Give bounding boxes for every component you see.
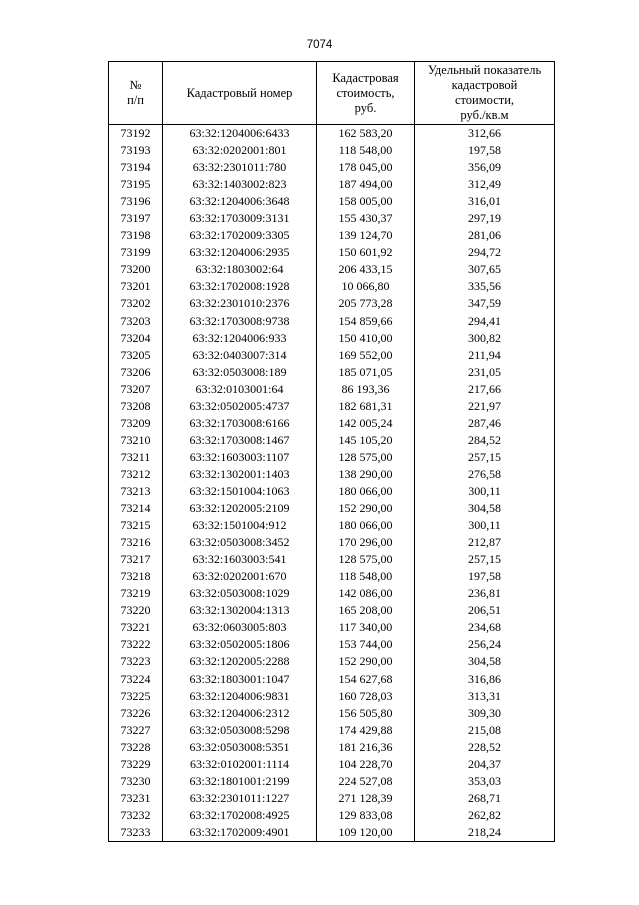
cell-row-number: 73209 [109, 415, 163, 432]
cell-cadastral-number: 63:32:0103001:64 [163, 381, 317, 398]
cell-cadastral-number: 63:32:1501004:1063 [163, 483, 317, 500]
cell-specific-value: 313,31 [415, 688, 555, 705]
cell-specific-value: 234,68 [415, 619, 555, 636]
cell-specific-value: 256,24 [415, 636, 555, 653]
cell-cadastral-value: 142 005,24 [317, 415, 415, 432]
table-row [109, 483, 555, 500]
cell-row-number: 73199 [109, 244, 163, 261]
cell-specific-value: 300,11 [415, 517, 555, 534]
cell-cadastral-value: 152 290,00 [317, 500, 415, 517]
cell-specific-value: 316,01 [415, 193, 555, 210]
cell-row-number: 73198 [109, 227, 163, 244]
table-row [109, 790, 555, 807]
cell-cadastral-value: 182 681,31 [317, 398, 415, 415]
cell-row-number: 73215 [109, 517, 163, 534]
cell-cadastral-value: 145 105,20 [317, 432, 415, 449]
cell-row-number: 73192 [109, 125, 163, 143]
table-row [109, 313, 555, 330]
table-row [109, 142, 555, 159]
table-row [109, 602, 555, 619]
cell-cadastral-value: 153 744,00 [317, 636, 415, 653]
table-row [109, 210, 555, 227]
cell-specific-value: 197,58 [415, 142, 555, 159]
cell-cadastral-value: 224 527,08 [317, 773, 415, 790]
cell-specific-value: 309,30 [415, 705, 555, 722]
cell-row-number: 73220 [109, 602, 163, 619]
cell-row-number: 73194 [109, 159, 163, 176]
cell-cadastral-value: 86 193,36 [317, 381, 415, 398]
table-row [109, 705, 555, 722]
cell-row-number: 73224 [109, 671, 163, 688]
table-row [109, 824, 555, 842]
table-row [109, 244, 555, 261]
cell-row-number: 73201 [109, 278, 163, 295]
table-row [109, 517, 555, 534]
cell-cadastral-value: 170 296,00 [317, 534, 415, 551]
table-row [109, 568, 555, 585]
cell-cadastral-value: 271 128,39 [317, 790, 415, 807]
cell-cadastral-value: 187 494,00 [317, 176, 415, 193]
cell-row-number: 73200 [109, 261, 163, 278]
cell-specific-value: 211,94 [415, 347, 555, 364]
cell-cadastral-number: 63:32:2301010:2376 [163, 295, 317, 312]
table-row [109, 534, 555, 551]
cell-row-number: 73230 [109, 773, 163, 790]
table-body [109, 125, 555, 842]
cell-cadastral-number: 63:32:1702008:4925 [163, 807, 317, 824]
cell-specific-value: 312,66 [415, 125, 555, 143]
cell-row-number: 73222 [109, 636, 163, 653]
cell-cadastral-number: 63:32:1204006:6433 [163, 125, 317, 143]
cell-cadastral-value: 129 833,08 [317, 807, 415, 824]
cell-cadastral-value: 152 290,00 [317, 653, 415, 670]
cell-cadastral-number: 63:32:1204006:9831 [163, 688, 317, 705]
cell-cadastral-number: 63:32:1501004:912 [163, 517, 317, 534]
cell-cadastral-value: 155 430,37 [317, 210, 415, 227]
header-row [109, 62, 555, 125]
table-row [109, 722, 555, 739]
cadastral-value-table [108, 61, 555, 842]
cell-cadastral-number: 63:32:2301011:1227 [163, 790, 317, 807]
cell-specific-value: 353,03 [415, 773, 555, 790]
cell-cadastral-number: 63:32:0202001:670 [163, 568, 317, 585]
cell-cadastral-value: 156 505,80 [317, 705, 415, 722]
cell-cadastral-value: 158 005,00 [317, 193, 415, 210]
table-row [109, 756, 555, 773]
cell-specific-value: 221,97 [415, 398, 555, 415]
cell-cadastral-value: 162 583,20 [317, 125, 415, 143]
cell-row-number: 73217 [109, 551, 163, 568]
cell-row-number: 73227 [109, 722, 163, 739]
table-row [109, 261, 555, 278]
cell-cadastral-value: 169 552,00 [317, 347, 415, 364]
table-row [109, 653, 555, 670]
cell-cadastral-number: 63:32:0503008:1029 [163, 585, 317, 602]
cell-cadastral-value: 142 086,00 [317, 585, 415, 602]
cell-cadastral-number: 63:32:1603003:1107 [163, 449, 317, 466]
cell-row-number: 73207 [109, 381, 163, 398]
cell-cadastral-value: 205 773,28 [317, 295, 415, 312]
table-row [109, 347, 555, 364]
cell-specific-value: 276,58 [415, 466, 555, 483]
cell-cadastral-number: 63:32:1803001:1047 [163, 671, 317, 688]
cell-specific-value: 268,71 [415, 790, 555, 807]
cell-row-number: 73205 [109, 347, 163, 364]
table-row [109, 278, 555, 295]
cell-row-number: 73197 [109, 210, 163, 227]
cell-cadastral-number: 63:32:1703008:1467 [163, 432, 317, 449]
cell-row-number: 73204 [109, 330, 163, 347]
cell-row-number: 73221 [109, 619, 163, 636]
cell-cadastral-number: 63:32:1204006:2935 [163, 244, 317, 261]
cell-cadastral-number: 63:32:0102001:1114 [163, 756, 317, 773]
cell-cadastral-number: 63:32:0603005:803 [163, 619, 317, 636]
cell-cadastral-value: 180 066,00 [317, 517, 415, 534]
cell-cadastral-value: 160 728,03 [317, 688, 415, 705]
cell-cadastral-number: 63:32:1202005:2288 [163, 653, 317, 670]
cell-cadastral-number: 63:32:1702008:1928 [163, 278, 317, 295]
cell-specific-value: 347,59 [415, 295, 555, 312]
cell-specific-value: 262,82 [415, 807, 555, 824]
cell-cadastral-number: 63:32:1803002:64 [163, 261, 317, 278]
cell-cadastral-number: 63:32:1703009:3131 [163, 210, 317, 227]
cell-cadastral-number: 63:32:0503008:189 [163, 364, 317, 381]
cell-cadastral-number: 63:32:1204006:3648 [163, 193, 317, 210]
cell-cadastral-value: 117 340,00 [317, 619, 415, 636]
cell-specific-value: 300,82 [415, 330, 555, 347]
cell-cadastral-value: 178 045,00 [317, 159, 415, 176]
cell-specific-value: 228,52 [415, 739, 555, 756]
table-row [109, 125, 555, 143]
cell-cadastral-number: 63:32:1702009:4901 [163, 824, 317, 842]
cell-cadastral-number: 63:32:0403007:314 [163, 347, 317, 364]
cell-specific-value: 304,58 [415, 500, 555, 517]
cell-cadastral-number: 63:32:1702009:3305 [163, 227, 317, 244]
cell-cadastral-value: 138 290,00 [317, 466, 415, 483]
cell-cadastral-value: 181 216,36 [317, 739, 415, 756]
cell-cadastral-value: 165 208,00 [317, 602, 415, 619]
cell-specific-value: 284,52 [415, 432, 555, 449]
cell-specific-value: 236,81 [415, 585, 555, 602]
cell-specific-value: 297,19 [415, 210, 555, 227]
cell-row-number: 73203 [109, 313, 163, 330]
table-row [109, 398, 555, 415]
cell-row-number: 73213 [109, 483, 163, 500]
cell-specific-value: 197,58 [415, 568, 555, 585]
cell-cadastral-value: 180 066,00 [317, 483, 415, 500]
table-row [109, 415, 555, 432]
cell-cadastral-value: 154 859,66 [317, 313, 415, 330]
cell-cadastral-number: 63:32:1202005:2109 [163, 500, 317, 517]
table-row [109, 295, 555, 312]
cell-row-number: 73216 [109, 534, 163, 551]
cell-specific-value: 312,49 [415, 176, 555, 193]
cell-cadastral-value: 128 575,00 [317, 551, 415, 568]
cell-specific-value: 212,87 [415, 534, 555, 551]
table-row [109, 619, 555, 636]
cell-cadastral-value: 104 228,70 [317, 756, 415, 773]
header-cadastral-number: Кадастровый номер [163, 62, 317, 125]
table-row [109, 159, 555, 176]
table-row [109, 449, 555, 466]
table-row [109, 381, 555, 398]
header-row-number: № п/п [109, 62, 163, 125]
cell-row-number: 73219 [109, 585, 163, 602]
table-row [109, 739, 555, 756]
cell-row-number: 73210 [109, 432, 163, 449]
cell-cadastral-number: 63:32:0502005:1806 [163, 636, 317, 653]
table-row [109, 500, 555, 517]
cell-specific-value: 257,15 [415, 449, 555, 466]
cell-row-number: 73195 [109, 176, 163, 193]
cell-cadastral-number: 63:32:0503008:5298 [163, 722, 317, 739]
cell-cadastral-number: 63:32:0202001:801 [163, 142, 317, 159]
cell-specific-value: 356,09 [415, 159, 555, 176]
header-specific-value: Удельный показатель кадастровой стоимости, руб./кв.м [415, 62, 555, 125]
cell-specific-value: 231,05 [415, 364, 555, 381]
cell-cadastral-number: 63:32:1703008:9738 [163, 313, 317, 330]
cell-row-number: 73229 [109, 756, 163, 773]
cell-row-number: 73196 [109, 193, 163, 210]
cell-cadastral-number: 63:32:0502005:4737 [163, 398, 317, 415]
table-row [109, 671, 555, 688]
table-row [109, 193, 555, 210]
cell-cadastral-value: 206 433,15 [317, 261, 415, 278]
cell-specific-value: 294,72 [415, 244, 555, 261]
cell-row-number: 73206 [109, 364, 163, 381]
cell-specific-value: 215,08 [415, 722, 555, 739]
table-row [109, 636, 555, 653]
header-cadastral-value: Кадастровая стоимость, руб. [317, 62, 415, 125]
cell-row-number: 73202 [109, 295, 163, 312]
cell-specific-value: 206,51 [415, 602, 555, 619]
cell-specific-value: 281,06 [415, 227, 555, 244]
cell-row-number: 73214 [109, 500, 163, 517]
cell-cadastral-number: 63:32:1302001:1403 [163, 466, 317, 483]
cell-specific-value: 316,86 [415, 671, 555, 688]
cell-row-number: 73233 [109, 824, 163, 842]
cell-specific-value: 294,41 [415, 313, 555, 330]
cell-cadastral-value: 154 627,68 [317, 671, 415, 688]
table-row [109, 432, 555, 449]
cell-cadastral-value: 139 124,70 [317, 227, 415, 244]
cell-cadastral-value: 185 071,05 [317, 364, 415, 381]
cell-cadastral-number: 63:32:1302004:1313 [163, 602, 317, 619]
cell-cadastral-value: 118 548,00 [317, 142, 415, 159]
cell-cadastral-number: 63:32:1204006:2312 [163, 705, 317, 722]
table-row [109, 688, 555, 705]
table-row [109, 227, 555, 244]
cell-cadastral-value: 10 066,80 [317, 278, 415, 295]
table-row [109, 807, 555, 824]
table-row [109, 551, 555, 568]
cell-row-number: 73212 [109, 466, 163, 483]
table-row [109, 466, 555, 483]
cell-cadastral-value: 150 410,00 [317, 330, 415, 347]
cell-row-number: 73228 [109, 739, 163, 756]
cell-row-number: 73225 [109, 688, 163, 705]
cell-specific-value: 300,11 [415, 483, 555, 500]
cell-cadastral-value: 128 575,00 [317, 449, 415, 466]
cell-row-number: 73231 [109, 790, 163, 807]
cell-cadastral-number: 63:32:1603003:541 [163, 551, 317, 568]
cell-cadastral-number: 63:32:1703008:6166 [163, 415, 317, 432]
cell-cadastral-value: 118 548,00 [317, 568, 415, 585]
cell-specific-value: 304,58 [415, 653, 555, 670]
cell-cadastral-value: 150 601,92 [317, 244, 415, 261]
cell-specific-value: 218,24 [415, 824, 555, 842]
cell-specific-value: 287,46 [415, 415, 555, 432]
cell-cadastral-number: 63:32:2301011:780 [163, 159, 317, 176]
page-number: 7074 [306, 39, 333, 51]
table-header [109, 62, 555, 125]
table-row [109, 585, 555, 602]
cell-cadastral-number: 63:32:0503008:5351 [163, 739, 317, 756]
cell-cadastral-number: 63:32:1801001:2199 [163, 773, 317, 790]
table-row [109, 773, 555, 790]
cell-row-number: 73218 [109, 568, 163, 585]
cell-cadastral-number: 63:32:0503008:3452 [163, 534, 317, 551]
cell-row-number: 73223 [109, 653, 163, 670]
cell-cadastral-number: 63:32:1403002:823 [163, 176, 317, 193]
cell-row-number: 73211 [109, 449, 163, 466]
table-row [109, 330, 555, 347]
cell-specific-value: 307,65 [415, 261, 555, 278]
table-row [109, 364, 555, 381]
cell-row-number: 73193 [109, 142, 163, 159]
cell-specific-value: 204,37 [415, 756, 555, 773]
cell-row-number: 73232 [109, 807, 163, 824]
cell-specific-value: 217,66 [415, 381, 555, 398]
cell-specific-value: 257,15 [415, 551, 555, 568]
cell-cadastral-value: 109 120,00 [317, 824, 415, 842]
cell-row-number: 73226 [109, 705, 163, 722]
cell-cadastral-number: 63:32:1204006:933 [163, 330, 317, 347]
cell-specific-value: 335,56 [415, 278, 555, 295]
cell-cadastral-value: 174 429,88 [317, 722, 415, 739]
table-row [109, 176, 555, 193]
cell-row-number: 73208 [109, 398, 163, 415]
